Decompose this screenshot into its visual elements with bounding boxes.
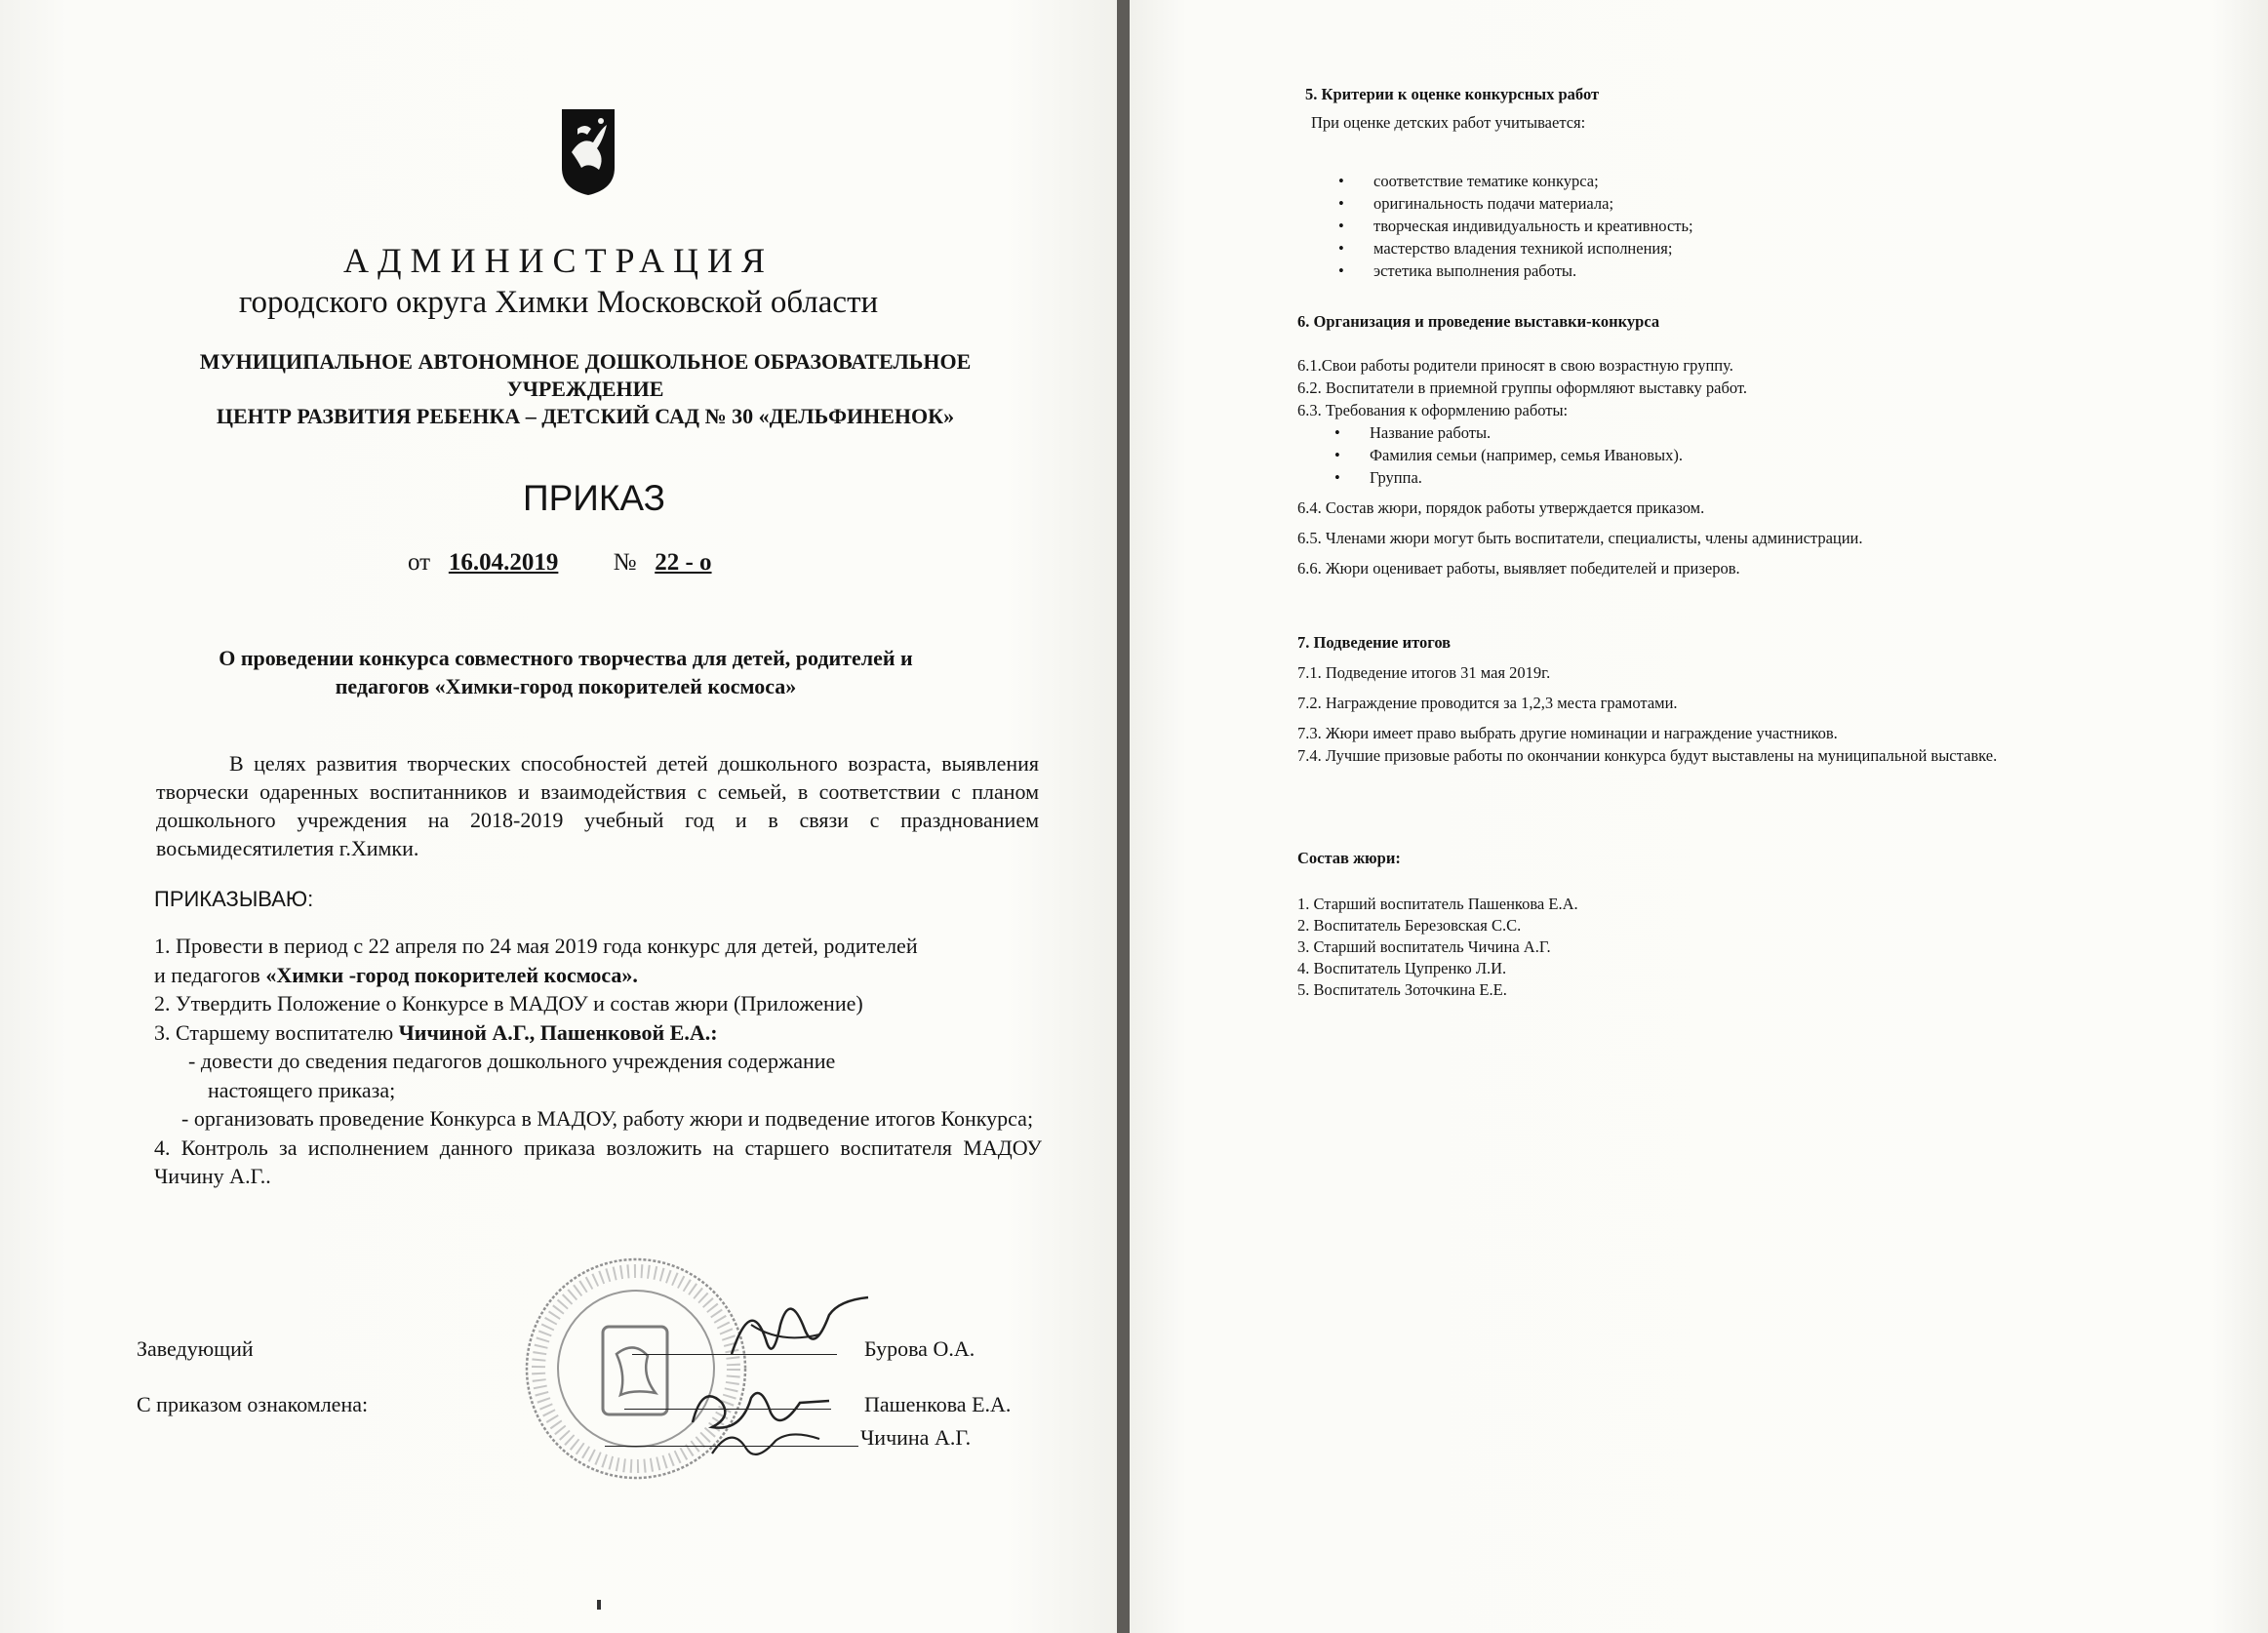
- coat-of-arms-icon: [560, 107, 617, 197]
- section-5-subtitle: При оценке детских работ учитывается:: [1311, 113, 1586, 132]
- order-number-label: №: [613, 549, 637, 576]
- order-topic: [146, 644, 985, 700]
- section-5-title: 5. Критерии к оценке конкурсных работ: [1305, 85, 1600, 103]
- org-line: МУНИЦИПАЛЬНОЕ АВТОНОМНОЕ ДОШКОЛЬНОЕ ОБРАЗОВАТЕЛЬНОЕ: [199, 349, 972, 374]
- list-item: • творческая индивидуальность и креативность;: [1338, 215, 1693, 237]
- section-7-1: 7.1. Подведение итогов 31 мая 2019г.: [1297, 663, 1551, 682]
- order-item-1a: 1. Провести в период с 22 апреля по 24 мая 2019 года конкурс для детей, родителей: [154, 934, 918, 958]
- list-item: 1. Старший воспитатель Пашенкова Е.А.: [1297, 895, 1578, 913]
- order-number-line: [408, 549, 712, 577]
- org-line: УЧРЕЖДЕНИЕ: [506, 377, 664, 401]
- list-item: • оригинальность подачи материала;: [1338, 192, 1693, 215]
- list-item: 3. Старший воспитатель Чичина А.Г.: [1297, 937, 1551, 956]
- section-6-4: 6.4. Состав жюри, порядок работы утверждается приказом.: [1297, 498, 1705, 517]
- jury-list: [1297, 894, 1578, 1001]
- page-mark: [597, 1600, 601, 1610]
- order-item-2: 2. Утвердить Положение о Конкурсе в МАДОУ и состав жюри (Приложение): [154, 991, 863, 1016]
- section-6-5: 6.5. Членами жюри могут быть воспитатели, специалисты, члены администрации.: [1297, 529, 1863, 547]
- section-7-4: 7.4. Лучшие призовые работы по окончании конкурса будут выставлены на муниципальной выставке.: [1297, 746, 1998, 765]
- topic-line: О проведении конкурса совместного творчества для детей, родителей и: [219, 646, 913, 670]
- preamble-paragraph: В целях развития творческих способностей детей дошкольного возраста, выявления творчески одаренных воспитанников и взаимодействия с семьей, в соответствии с планом дошкольного учреждения на 2018-2019 учебный год и в связи с празднованием восьмидесятилетия г.Химки.: [156, 751, 1039, 860]
- list-item: • Название работы.: [1334, 421, 1863, 444]
- signature-chichina: [702, 1419, 839, 1468]
- order-date: 16.04.2019: [448, 549, 559, 576]
- head-signature-line: [632, 1354, 837, 1355]
- requirements-list: [1334, 421, 1863, 489]
- list-item: • Группа.: [1334, 466, 1863, 489]
- list-item: • мастерство владения техникой исполнения;: [1338, 237, 1693, 259]
- ack-signature-line-1: [624, 1409, 831, 1410]
- list-item: 5. Воспитатель Зоточкина Е.Е.: [1297, 980, 1507, 999]
- section-6-6: 6.6. Жюри оценивает работы, выявляет победителей и призеров.: [1297, 559, 1740, 578]
- order-items: [154, 932, 1042, 1191]
- signature-head: [712, 1286, 888, 1374]
- acknowledged-label: С приказом ознакомлена:: [137, 1392, 369, 1416]
- section-6-1: 6.1.Свои работы родители приносят в свою возрастную группу.: [1297, 356, 1733, 375]
- order-title: ПРИКАЗ: [522, 478, 666, 518]
- ack-name-2: Чичина А.Г.: [860, 1425, 972, 1450]
- section-7-3: 7.3. Жюри имеет право выбрать другие номинации и награждение участников.: [1297, 724, 1838, 742]
- section-7-title: 7. Подведение итогов: [1297, 633, 1452, 652]
- order-item-4: 4. Контроль за исполнением данного приказа возложить на старшего воспитателя МАДОУ Чичину А.Г..: [154, 1135, 1042, 1188]
- topic-line: педагогов «Химки-город покорителей космоса»: [335, 674, 797, 698]
- order-directive-heading: ПРИКАЗЫВАЮ:: [154, 887, 314, 911]
- ack-name-1: Пашенкова Е.А.: [864, 1392, 1012, 1416]
- head-label: Заведующий: [137, 1336, 254, 1361]
- jury-title: Состав жюри:: [1297, 849, 1401, 867]
- head-name: Бурова О.А.: [864, 1336, 975, 1361]
- order-item-3b: - организовать проведение Конкурса в МАДОУ, работу жюри и подведение итогов Конкурса;: [181, 1106, 1034, 1131]
- order-item-3: 3. Старшему воспитателю Чичиной А.Г., Пашенковой Е.А.:: [154, 1019, 718, 1045]
- list-item: • соответствие тематике конкурса;: [1338, 170, 1693, 192]
- administration-title: АДМИНИСТРАЦИЯ: [343, 241, 774, 280]
- ack-signature-line-2: [605, 1446, 858, 1447]
- section-7-2: 7.2. Награждение проводится за 1,2,3 места грамотами.: [1297, 694, 1678, 712]
- order-item-1b: и педагогов «Химки -город покорителей космоса».: [154, 962, 638, 987]
- list-item: 4. Воспитатель Цупренко Л.И.: [1297, 959, 1507, 977]
- org-line: ЦЕНТР РАЗВИТИЯ РЕБЕНКА – ДЕТСКИЙ САД № 30 «ДЕЛЬФИНЕНОК»: [216, 404, 955, 428]
- document-page-left: [0, 0, 1117, 1633]
- list-item: • Фамилия семьи (например, семья Ивановых).: [1334, 444, 1863, 466]
- order-from-label: от: [408, 549, 431, 576]
- list-item: 2. Воспитатель Березовская С.С.: [1297, 916, 1522, 935]
- section-6-2: 6.2. Воспитатели в приемной группы оформляют выставку работ.: [1297, 378, 1747, 397]
- order-item-3a-line2: настоящего приказа;: [208, 1077, 396, 1102]
- order-number: 22 - о: [655, 549, 712, 576]
- list-item: • эстетика выполнения работы.: [1338, 259, 1693, 282]
- section-7-results: [1297, 631, 1997, 767]
- jury-composition: [1297, 847, 1578, 1001]
- document-page-right: [1130, 0, 2268, 1633]
- organization-name: [146, 348, 1024, 430]
- section-6-organization: [1297, 310, 1863, 579]
- section-6-3: 6.3. Требования к оформлению работы:: [1297, 401, 1569, 419]
- section-6-title: 6. Организация и проведение выставки-конкурса: [1297, 312, 1660, 331]
- order-item-3a-line1: - довести до сведения педагогов дошкольного учреждения содержание: [188, 1049, 836, 1073]
- section-5-criteria: [1305, 83, 1693, 282]
- criteria-list: [1338, 170, 1693, 282]
- administration-subtitle: городского округа Химки Московской области: [238, 285, 879, 320]
